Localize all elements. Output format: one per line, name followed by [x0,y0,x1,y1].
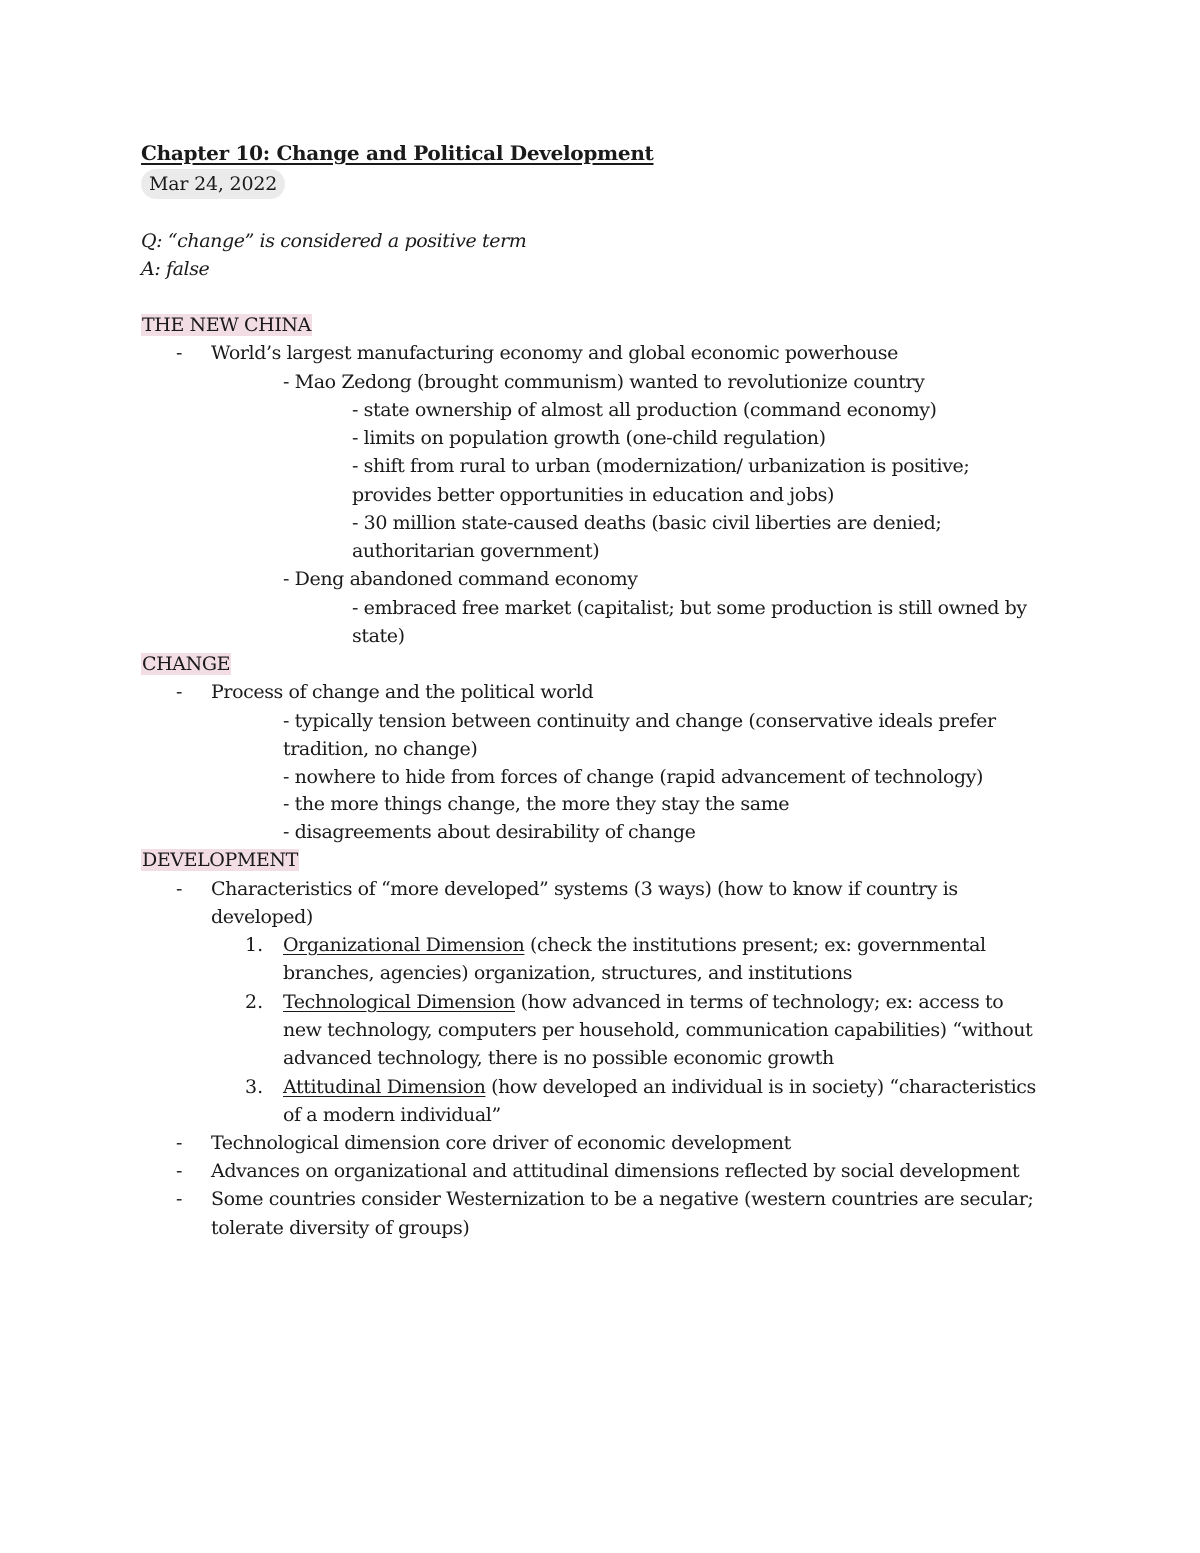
numbered-item-2-cont: advanced technology, there is no possible economic growth [283,1047,834,1069]
bullet-dash: - [176,1160,183,1182]
change-item: - disagreements about desirability of change [283,821,696,843]
list-number: 2. [245,991,264,1013]
numbered-item-2 [283,988,1003,1016]
development-bullet-1: Characteristics of “more developed” systems (3 ways) (how to know if country is [211,878,958,900]
numbered-item-3 [283,1073,1036,1101]
change-item: - typically tension between continuity and change (conservative ideals prefer [283,710,996,732]
bullet-dash: - [176,878,183,900]
list-number: 1. [245,934,264,956]
bullet-dash: - [176,1188,183,1210]
dimension-term: Attitudinal Dimension [283,1076,486,1098]
dimension-term: Organizational Dimension [283,934,525,956]
dimension-term: Technological Dimension [283,991,515,1013]
mao-line: - Mao Zedong (brought communism) wanted to revolutionize country [283,371,925,393]
numbered-item-1-cont: branches, agencies) organization, structures, and institutions [283,962,853,984]
change-item: - the more things change, the more they stay the same [283,793,790,815]
development-bullet-4: Some countries consider Westernization to be a negative (western countries are secular; [211,1188,1034,1210]
development-bullet-3: Advances on organizational and attitudinal dimensions reflected by social development [211,1160,1020,1182]
date-chip[interactable]: Mar 24, 2022 [141,169,285,199]
heading-highlight: CHANGE [142,653,231,675]
bullet-dash: - [176,681,183,703]
change-item: tradition, no change) [283,738,478,760]
change-item: - nowhere to hide from forces of change (rapid advancement of technology) [283,766,984,788]
mao-item: - shift from rural to urban (modernization/ urbanization is positive; [352,455,970,477]
change-bullet-1: Process of change and the political world [211,681,594,703]
development-bullet-1-cont: developed) [211,906,313,928]
mao-item: provides better opportunities in education and jobs) [352,484,834,506]
heading-highlight: DEVELOPMENT [142,849,298,871]
answer-line: A: false [141,258,210,280]
section-heading-new-china [141,311,312,339]
mao-item: - state ownership of almost all production (command economy) [352,399,937,421]
dimension-desc: (check the institutions present; ex: governmental [524,934,986,956]
section-heading-change [141,650,231,678]
mao-item: - limits on population growth (one-child regulation) [352,427,826,449]
mao-item: - 30 million state-caused deaths (basic civil liberties are denied; [352,512,942,534]
dimension-desc: (how advanced in terms of technology; ex: access to [514,991,1004,1013]
deng-line: - Deng abandoned command economy [283,568,638,590]
page-title: Chapter 10: Change and Political Development [141,141,654,165]
bullet-dash: - [176,342,183,364]
question-line: Q: “change” is considered a positive term [141,230,527,252]
list-number: 3. [245,1076,264,1098]
development-bullet-4-cont: tolerate diversity of groups) [211,1217,470,1239]
bullet-dash: - [176,1132,183,1154]
new-china-bullet-1: World’s largest manufacturing economy and global economic powerhouse [211,342,898,364]
mao-item: authoritarian government) [352,540,600,562]
dimension-desc: (how developed an individual is in society) “characteristics [485,1076,1036,1098]
numbered-item-3-cont: of a modern individual” [283,1104,501,1126]
numbered-item-1 [283,931,986,959]
heading-highlight: THE NEW CHINA [142,314,311,336]
deng-item: - embraced free market (capitalist; but some production is still owned by [352,597,1027,619]
numbered-item-2-cont: new technology, computers per household, communication capabilities) “without [283,1019,1033,1041]
deng-item: state) [352,625,405,647]
section-heading-development [141,846,299,874]
development-bullet-2: Technological dimension core driver of economic development [211,1132,791,1154]
